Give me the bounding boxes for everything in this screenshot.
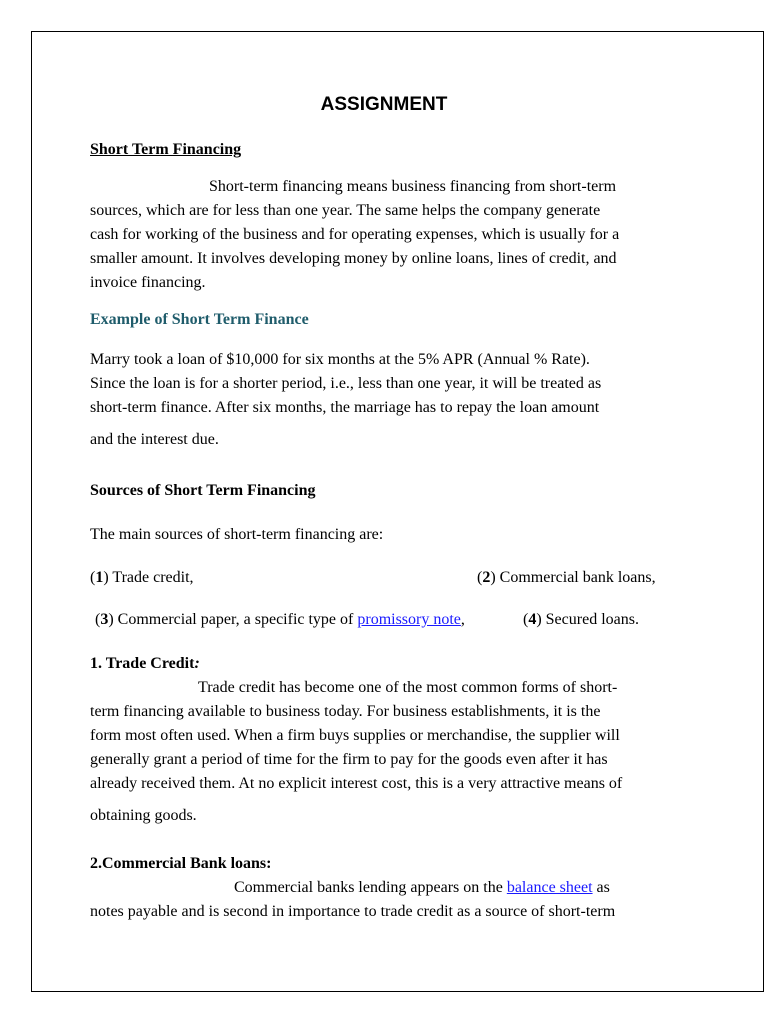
source-item-2: (2) Commercial bank loans, [477,569,656,586]
source-item-3-text: Commercial paper, a specific type of [117,611,354,628]
section1-line: cash for working of the business and for operating expenses, which is usually for a [90,226,620,243]
section-heading-trade-credit [90,655,200,673]
bank-loans-line-1 [90,876,615,900]
source-item-1-text: Trade credit, [112,569,194,586]
example-line: Since the loan is for a shorter period, i.e., less than one year, it will be treated as [90,375,602,392]
source-item-4-number: 4 [528,611,537,628]
bank-loans-paragraph [90,876,615,924]
source-item-3-comma: , [460,611,465,628]
trade-credit-heading-text: 1. Trade Credit [90,655,195,672]
source-item-3: (3) Commercial paper, a specific type of promissory note, [95,611,465,628]
trade-credit-heading-colon: : [194,655,200,672]
section1-line: smaller amount. It involves developing money by online loans, lines of credit, and [90,250,617,267]
balance-sheet-link[interactable]: balance sheet [506,879,593,896]
section-heading-bank-loans: 2.Commercial Bank loans: [90,855,272,872]
bank-loans-line-2: notes payable and is second in importance to trade credit as a source of short-term [90,903,616,920]
section1-line: Short-term financing means business financing from short-term [209,178,617,195]
sources-intro: The main sources of short-term financing are: [90,526,384,543]
example-line: and the interest due. [90,431,219,448]
trade-credit-line: generally grant a period of time for the firm to pay for the goods even after it has [90,751,608,768]
source-item-2-text: Commercial bank loans, [499,569,656,586]
source-item-2-number: 2 [482,569,491,586]
bank-loans-line-1-after: as [596,879,610,896]
bank-loans-line-1-text: Commercial banks lending appears on the [234,879,503,896]
trade-credit-line: already received them. At no explicit interest cost, this is a very attractive means of [90,775,623,792]
section-heading-example: Example of Short Term Finance [90,311,309,328]
section1-line: invoice financing. [90,274,206,291]
page-title: ASSIGNMENT [320,94,448,115]
trade-credit-line: term financing available to business today. For business establishments, it is the [90,703,601,720]
source-item-4: (4) Secured loans. [523,611,639,628]
trade-credit-line: form most often used. When a firm buys supplies or merchandise, the supplier will [90,727,620,744]
section1-paragraph [90,175,619,295]
source-item-4-text: Secured loans. [545,611,639,628]
source-item-3-number: 3 [100,611,109,628]
example-paragraph [90,348,601,452]
trade-credit-line: obtaining goods. [90,807,197,824]
source-item-1: (1) Trade credit, [90,569,194,586]
example-line: short-term finance. After six months, the marriage has to repay the loan amount [90,399,600,416]
example-line: Marry took a loan of $10,000 for six months at the 5% APR (Annual % Rate). [90,351,590,368]
source-item-1-number: 1 [95,569,104,586]
section-heading-sources: Sources of Short Term Financing [90,482,316,499]
promissory-note-link[interactable]: promissory note [357,611,461,628]
trade-credit-paragraph [90,676,622,828]
section1-line: sources, which are for less than one year. The same helps the company generate [90,202,601,219]
trade-credit-line: Trade credit has become one of the most common forms of short- [198,679,618,696]
section-heading-short-term-financing: Short Term Financing [90,141,242,158]
